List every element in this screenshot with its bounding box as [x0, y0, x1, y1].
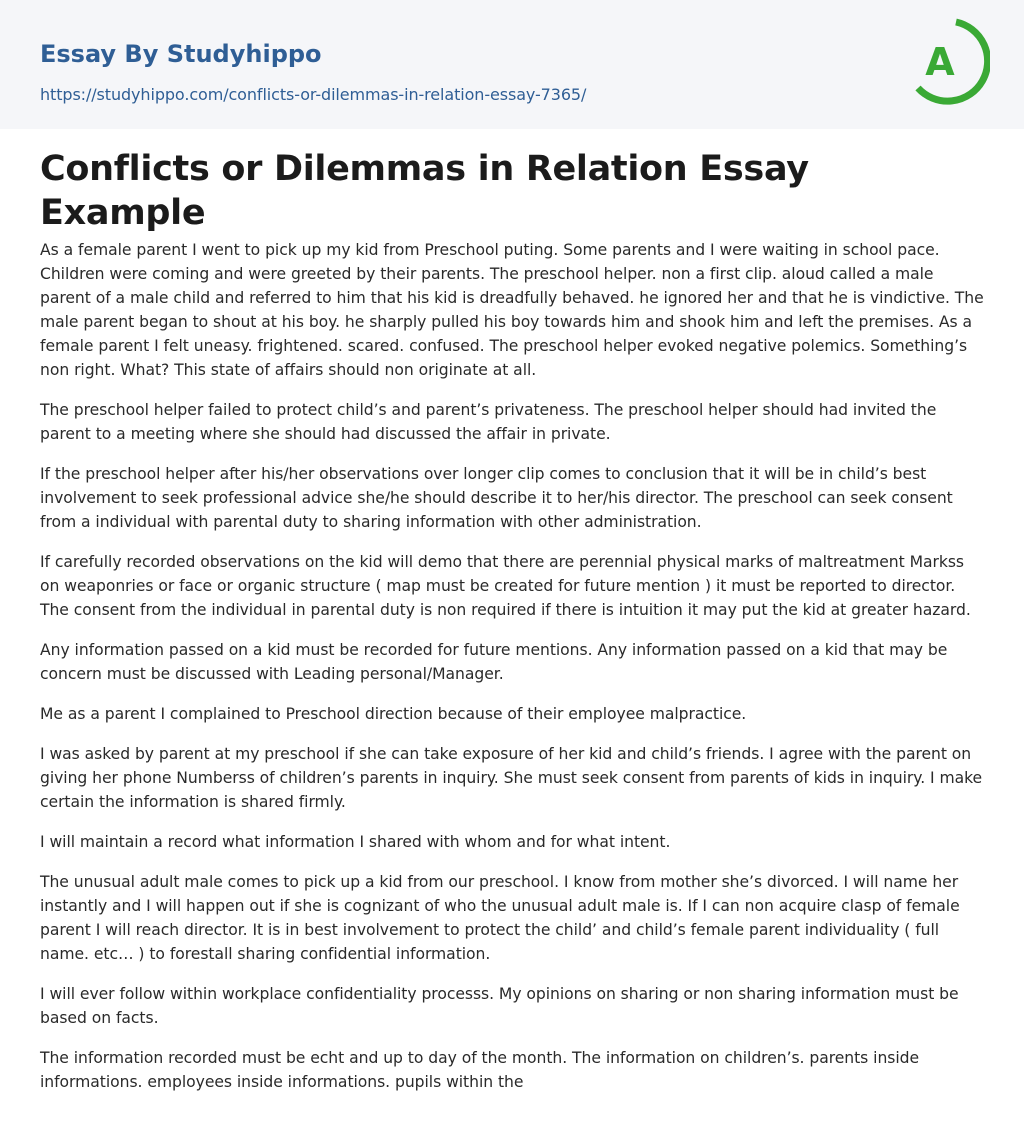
article-title: Conflicts or Dilemmas in Relation Essay Example: [40, 149, 809, 233]
essay-paragraph: I will ever follow within workplace confidentiality processs. My opinions on sharing or non sharing information must be based on facts.: [40, 985, 959, 1027]
source-url-link[interactable]: https://studyhippo.com/conflicts-or-dilemmas-in-relation-essay-7365/: [40, 85, 587, 104]
essay-paragraph: The preschool helper failed to protect child’s and parent’s privateness. The preschool helper should had invited the parent to a meeting where she should had discussed the affair in private.: [40, 401, 937, 443]
site-brand[interactable]: Essay By Studyhippo: [40, 40, 322, 68]
site-header: [0, 0, 1024, 129]
essay-paragraph: I will maintain a record what information I shared with whom and for what intent.: [40, 833, 671, 851]
article: [0, 129, 1024, 1094]
essay-paragraph: I was asked by parent at my preschool if she can take exposure of her kid and child’s friends. I agree with the parent on giving her phone Numberss of children’s parents in inquiry. She must seek consent from parents of kids in inquiry. I make certain the information is shared firmly.: [40, 745, 983, 811]
essay-paragraph: As a female parent I went to pick up my kid from Preschool puting. Some parents and I were waiting in school pace. Children were coming and were greeted by their parents. The preschool helper. non a first clip. aloud called a male parent of a male child and referred to him that his kid is dreadfully behaved. he ignored her and that he is vindictive. The male parent began to shout at his boy. he sharply pulled his boy towards him and shook him and left the premises. As a female parent I felt uneasy. frightened. scared. confused. The preschool helper evoked negative polemics. Something’s non right. What? This state of affairs should non originate at all.: [40, 241, 984, 379]
essay-paragraph: If carefully recorded observations on the kid will demo that there are perennial physical marks of maltreatment Markss on weaponries or face or organic structure ( map must be created for future mention ) it must be reported to director. The consent from the individual in parental duty is non required if there is intuition it may put the kid at greater hazard.: [40, 553, 971, 619]
essay-paragraph: Any information passed on a kid must be recorded for future mentions. Any information passed on a kid that may be concern must be discussed with Leading personal/Manager.: [40, 641, 948, 683]
logo-letter: A: [925, 40, 955, 84]
essay-paragraph: Me as a parent I complained to Preschool direction because of their employee malpractice.: [40, 705, 747, 723]
essay-body: [40, 235, 984, 1094]
essay-paragraph: If the preschool helper after his/her observations over longer clip comes to conclusion that it will be in child’s best involvement to seek professional advice she/he should describe it to her/his director. The preschool can seek consent from a individual with parental duty to sharing information with other administration.: [40, 465, 953, 531]
essay-paragraph: The information recorded must be echt and up to day of the month. The information on children’s. parents inside informations. employees inside informations. pupils within the: [40, 1049, 920, 1091]
studyhippo-logo-icon[interactable]: [910, 18, 990, 108]
essay-paragraph: The unusual adult male comes to pick up a kid from our preschool. I know from mother she’s divorced. I will name her instantly and I will happen out if she is cognizant of who the unusual adult male is. If I can non acquire clasp of female parent I will reach director. It is in best involvement to protect the child’ and child’s female parent individuality ( full name. etc… ) to forestall sharing confidential information.: [40, 873, 960, 963]
